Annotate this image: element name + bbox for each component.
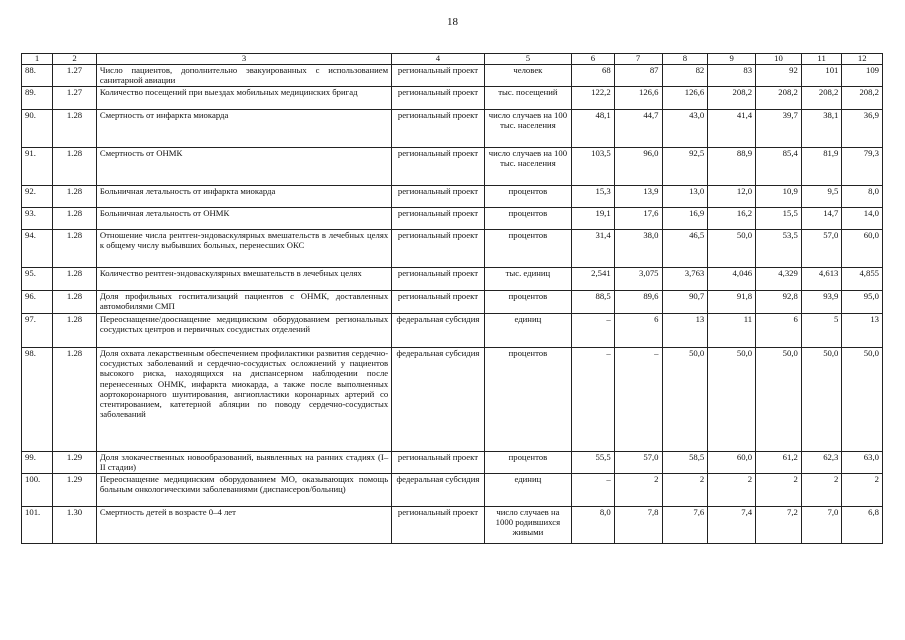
funding-source: региональный проект (392, 208, 485, 230)
row-code: 1.27 (53, 65, 97, 87)
table-row (22, 474, 883, 507)
year-value: 208,2 (708, 87, 756, 110)
row-code: 1.28 (53, 186, 97, 208)
year-value: 126,6 (662, 87, 708, 110)
year-value: – (572, 474, 615, 507)
year-value: 208,2 (756, 87, 802, 110)
table-row (22, 291, 883, 314)
year-value: 39,7 (756, 110, 802, 148)
table-row (22, 348, 883, 452)
indicators-table (21, 53, 883, 544)
year-value: 6 (614, 314, 662, 348)
year-value: 79,3 (842, 148, 883, 186)
table-row (22, 110, 883, 148)
year-value: 50,0 (662, 348, 708, 452)
row-code: 1.28 (53, 314, 97, 348)
indicator-name: Переоснащение медицинским оборудованием МО, оказывающих помощь больным онкологическими заболеваниями (диспансеров/больниц) (96, 474, 391, 507)
year-value: – (614, 348, 662, 452)
row-number: 100. (22, 474, 53, 507)
year-value: 13,9 (614, 186, 662, 208)
year-value: 5 (801, 314, 842, 348)
year-value: 16,9 (662, 208, 708, 230)
funding-source: региональный проект (392, 87, 485, 110)
indicator-name: Смертность детей в возрасте 0–4 лет (96, 507, 391, 544)
year-value: 57,0 (801, 230, 842, 268)
indicator-name: Количество посещений при выездах мобильных медицинских бригад (96, 87, 391, 110)
year-value: 6 (756, 314, 802, 348)
year-value: 4,855 (842, 268, 883, 291)
year-value: 92,5 (662, 148, 708, 186)
year-value: 2 (662, 474, 708, 507)
year-value: 4,329 (756, 268, 802, 291)
year-value: 11 (708, 314, 756, 348)
table-row (22, 314, 883, 348)
year-value: 50,0 (842, 348, 883, 452)
year-value: 7,2 (756, 507, 802, 544)
page-number: 18 (447, 16, 458, 28)
funding-source: региональный проект (392, 110, 485, 148)
row-code: 1.29 (53, 452, 97, 474)
unit-of-measure: число случаев на 100 тыс. населения (484, 148, 571, 186)
column-header: 11 (801, 54, 842, 65)
indicator-name: Доля профильных госпитализаций пациентов с ОНМК, доставленных автомобилями СМП (96, 291, 391, 314)
table-row (22, 507, 883, 544)
year-value: 92 (756, 65, 802, 87)
year-value: 103,5 (572, 148, 615, 186)
year-value: 8,0 (572, 507, 615, 544)
year-value: 10,9 (756, 186, 802, 208)
year-value: 92,8 (756, 291, 802, 314)
year-value: 12,0 (708, 186, 756, 208)
year-value: 43,0 (662, 110, 708, 148)
year-value: 95,0 (842, 291, 883, 314)
year-value: 2 (756, 474, 802, 507)
year-value: 3,075 (614, 268, 662, 291)
row-number: 89. (22, 87, 53, 110)
row-number: 91. (22, 148, 53, 186)
column-header: 7 (614, 54, 662, 65)
row-code: 1.27 (53, 87, 97, 110)
year-value: 6,8 (842, 507, 883, 544)
funding-source: региональный проект (392, 507, 485, 544)
year-value: 2,541 (572, 268, 615, 291)
table-row (22, 230, 883, 268)
indicator-name: Доля охвата лекарственным обеспечением профилактики развития сердечно-сосудистых заболеваний и сердечно-сосудистых осложнений у пациентов высокого риска, находящихся на диспансерном наблюдении после перенесенных ОНМК, инфаркта миокарда, а также после выполненных аортокоронарного шунтирования, ангиопластики коронарных артерий со стентированием, катетерной абляции по поводу сердечно-сосудистых заболеваний (96, 348, 391, 452)
year-value: 93,9 (801, 291, 842, 314)
year-value: 122,2 (572, 87, 615, 110)
indicator-name: Больничная летальность от ОНМК (96, 208, 391, 230)
unit-of-measure: процентов (484, 348, 571, 452)
column-header: 10 (756, 54, 802, 65)
row-number: 90. (22, 110, 53, 148)
indicator-name: Доля злокачественных новообразований, выявленных на ранних стадиях (I–II стадии) (96, 452, 391, 474)
year-value: 3,763 (662, 268, 708, 291)
year-value: 38,1 (801, 110, 842, 148)
year-value: 57,0 (614, 452, 662, 474)
funding-source: федеральная субсидия (392, 314, 485, 348)
year-value: 7,0 (801, 507, 842, 544)
year-value: 41,4 (708, 110, 756, 148)
row-code: 1.28 (53, 110, 97, 148)
year-value: 62,3 (801, 452, 842, 474)
table-row (22, 268, 883, 291)
year-value: 91,8 (708, 291, 756, 314)
year-value: 36,9 (842, 110, 883, 148)
unit-of-measure: число случаев на 100 тыс. населения (484, 110, 571, 148)
year-value: – (572, 348, 615, 452)
year-value: 7,6 (662, 507, 708, 544)
year-value: 83 (708, 65, 756, 87)
year-value: 13 (662, 314, 708, 348)
year-value: 17,6 (614, 208, 662, 230)
row-code: 1.28 (53, 208, 97, 230)
year-value: 14,7 (801, 208, 842, 230)
year-value: 60,0 (842, 230, 883, 268)
year-value: 9,5 (801, 186, 842, 208)
year-value: 87 (614, 65, 662, 87)
year-value: 2 (708, 474, 756, 507)
year-value: 8,0 (842, 186, 883, 208)
column-header: 6 (572, 54, 615, 65)
unit-of-measure: процентов (484, 291, 571, 314)
unit-of-measure: число случаев на 1000 родившихся живыми (484, 507, 571, 544)
year-value: 126,6 (614, 87, 662, 110)
year-value: 2 (842, 474, 883, 507)
column-header: 3 (96, 54, 391, 65)
year-value: 15,5 (756, 208, 802, 230)
row-code: 1.28 (53, 268, 97, 291)
unit-of-measure: тыс. посещений (484, 87, 571, 110)
year-value: 38,0 (614, 230, 662, 268)
year-value: 55,5 (572, 452, 615, 474)
funding-source: региональный проект (392, 291, 485, 314)
year-value: 48,1 (572, 110, 615, 148)
year-value: 61,2 (756, 452, 802, 474)
row-number: 98. (22, 348, 53, 452)
year-value: 208,2 (801, 87, 842, 110)
unit-of-measure: процентов (484, 208, 571, 230)
unit-of-measure: процентов (484, 452, 571, 474)
year-value: 19,1 (572, 208, 615, 230)
year-value: 101 (801, 65, 842, 87)
funding-source: федеральная субсидия (392, 474, 485, 507)
unit-of-measure: процентов (484, 230, 571, 268)
table-row (22, 208, 883, 230)
funding-source: региональный проект (392, 65, 485, 87)
row-code: 1.28 (53, 348, 97, 452)
year-value: 50,0 (708, 230, 756, 268)
column-header: 2 (53, 54, 97, 65)
column-header: 4 (392, 54, 485, 65)
year-value: 90,7 (662, 291, 708, 314)
year-value: 15,3 (572, 186, 615, 208)
funding-source: региональный проект (392, 268, 485, 291)
row-number: 92. (22, 186, 53, 208)
year-value: 63,0 (842, 452, 883, 474)
year-value: 88,5 (572, 291, 615, 314)
year-value: 50,0 (708, 348, 756, 452)
table-row (22, 65, 883, 87)
year-value: 60,0 (708, 452, 756, 474)
year-value: 109 (842, 65, 883, 87)
row-number: 88. (22, 65, 53, 87)
funding-source: региональный проект (392, 452, 485, 474)
row-code: 1.29 (53, 474, 97, 507)
year-value: 16,2 (708, 208, 756, 230)
unit-of-measure: тыс. единиц (484, 268, 571, 291)
row-number: 99. (22, 452, 53, 474)
year-value: 46,5 (662, 230, 708, 268)
row-number: 96. (22, 291, 53, 314)
year-value: 96,0 (614, 148, 662, 186)
row-number: 95. (22, 268, 53, 291)
funding-source: региональный проект (392, 148, 485, 186)
table-row (22, 87, 883, 110)
unit-of-measure: процентов (484, 186, 571, 208)
column-header: 12 (842, 54, 883, 65)
table-row (22, 452, 883, 474)
year-value: 13,0 (662, 186, 708, 208)
row-code: 1.30 (53, 507, 97, 544)
funding-source: федеральная субсидия (392, 348, 485, 452)
unit-of-measure: единиц (484, 474, 571, 507)
table-row (22, 148, 883, 186)
year-value: 7,8 (614, 507, 662, 544)
year-value: 2 (801, 474, 842, 507)
year-value: – (572, 314, 615, 348)
row-code: 1.28 (53, 230, 97, 268)
row-number: 93. (22, 208, 53, 230)
year-value: 85,4 (756, 148, 802, 186)
table-header (22, 54, 883, 65)
column-header: 1 (22, 54, 53, 65)
year-value: 44,7 (614, 110, 662, 148)
year-value: 7,4 (708, 507, 756, 544)
row-code: 1.28 (53, 148, 97, 186)
year-value: 50,0 (756, 348, 802, 452)
row-number: 101. (22, 507, 53, 544)
column-header: 5 (484, 54, 571, 65)
indicator-name: Число пациентов, дополнительно эвакуированных с использованием санитарной авиации (96, 65, 391, 87)
year-value: 208,2 (842, 87, 883, 110)
year-value: 4,046 (708, 268, 756, 291)
unit-of-measure: единиц (484, 314, 571, 348)
year-value: 68 (572, 65, 615, 87)
indicator-name: Смертность от ОНМК (96, 148, 391, 186)
year-value: 31,4 (572, 230, 615, 268)
year-value: 82 (662, 65, 708, 87)
funding-source: региональный проект (392, 230, 485, 268)
funding-source: региональный проект (392, 186, 485, 208)
row-number: 94. (22, 230, 53, 268)
column-header: 9 (708, 54, 756, 65)
year-value: 89,6 (614, 291, 662, 314)
indicator-name: Смертность от инфаркта миокарда (96, 110, 391, 148)
year-value: 4,613 (801, 268, 842, 291)
indicator-name: Количество рентген-эндоваскулярных вмешательств в лечебных целях (96, 268, 391, 291)
column-header: 8 (662, 54, 708, 65)
row-code: 1.28 (53, 291, 97, 314)
indicator-name: Отношение числа рентген-эндоваскулярных вмешательств в лечебных целях к общему числу выбывших больных, перенесших ОКС (96, 230, 391, 268)
unit-of-measure: человек (484, 65, 571, 87)
year-value: 81,9 (801, 148, 842, 186)
year-value: 50,0 (801, 348, 842, 452)
year-value: 2 (614, 474, 662, 507)
row-number: 97. (22, 314, 53, 348)
table-row (22, 186, 883, 208)
table-body (22, 65, 883, 544)
year-value: 88,9 (708, 148, 756, 186)
indicator-name: Больничная летальность от инфаркта миокарда (96, 186, 391, 208)
year-value: 14,0 (842, 208, 883, 230)
indicator-name: Переоснащение/дооснащение медицинским оборудованием региональных сосудистых центров и первичных сосудистых отделений (96, 314, 391, 348)
year-value: 53,5 (756, 230, 802, 268)
year-value: 13 (842, 314, 883, 348)
year-value: 58,5 (662, 452, 708, 474)
